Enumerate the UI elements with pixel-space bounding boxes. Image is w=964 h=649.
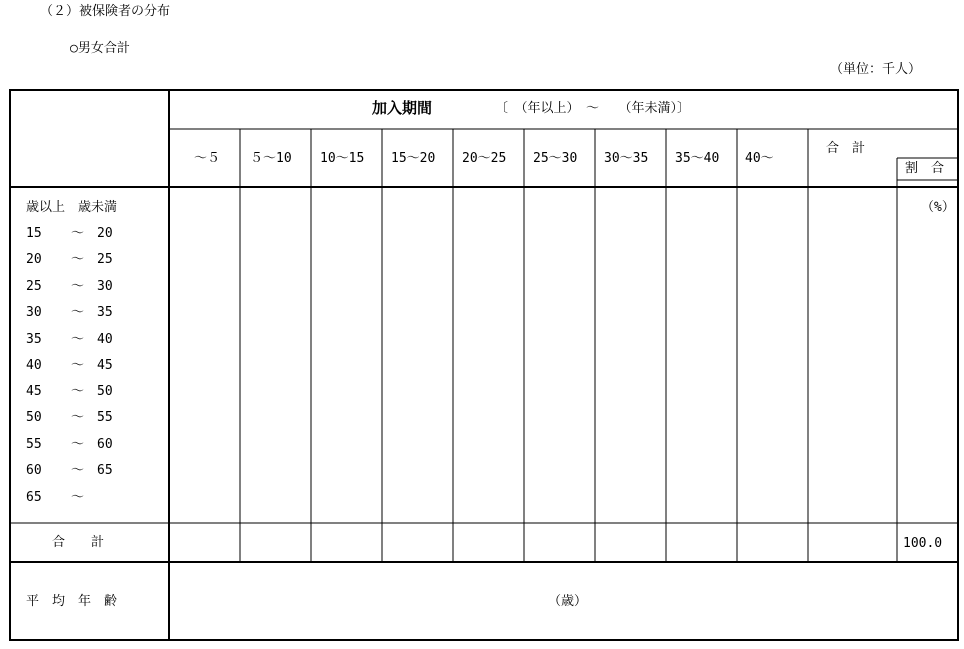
age-to: 30 [97, 279, 113, 294]
age-to: 40 [97, 332, 113, 347]
age-from: 45 [26, 384, 42, 399]
age-from: 25 [26, 279, 42, 294]
period-col-3: 10～15 [320, 151, 365, 166]
age-from: 20 [26, 252, 42, 267]
age-tilde: ～ [71, 305, 85, 320]
page-heading: （２）被保険者の分布 [40, 4, 171, 19]
age-tilde: ～ [71, 332, 85, 347]
age-from: 40 [26, 358, 42, 373]
age-tilde: ～ [71, 384, 85, 399]
age-to: 20 [97, 226, 113, 241]
period-col-2: ５～10 [250, 151, 292, 166]
age-tilde: ～ [71, 437, 85, 452]
age-from: 55 [26, 437, 42, 452]
period-col-6: 25～30 [533, 151, 578, 166]
period-col-5: 20～25 [462, 151, 507, 166]
avg-age-label: 平 均 年 齢 [26, 594, 118, 609]
percent-unit: （%） [921, 200, 955, 215]
age-to: 50 [97, 384, 113, 399]
age-to: 35 [97, 305, 113, 320]
period-range: 〔 （年以上） ～ （年未満）〕 [495, 101, 691, 116]
sum-row-label: 合 計 [52, 535, 105, 550]
subheading: ○男女合計 [70, 41, 130, 56]
age-tilde: ～ [71, 279, 85, 294]
unit-note: （単位：千人） [830, 62, 922, 77]
period-col-9: 40～ [745, 151, 774, 166]
age-to: 60 [97, 437, 113, 452]
age-header: 歳以上 歳未満 [26, 200, 118, 215]
age-from: 35 [26, 332, 42, 347]
age-to: 65 [97, 463, 113, 478]
period-col-4: 15～20 [391, 151, 436, 166]
age-tilde: ～ [71, 358, 85, 373]
period-col-1: ～５ [194, 151, 221, 166]
age-tilde: ～ [71, 252, 85, 267]
age-from: 30 [26, 305, 42, 320]
sum-ratio-value: 100.0 [903, 536, 943, 551]
ratio-column-header: 割 合 [905, 161, 945, 176]
age-tilde: ～ [71, 226, 85, 241]
period-col-8: 35～40 [675, 151, 720, 166]
age-from: 65 [26, 490, 42, 505]
period-col-7: 30～35 [604, 151, 649, 166]
age-from: 60 [26, 463, 42, 478]
age-to: 45 [97, 358, 113, 373]
period-title: 加入期間 [372, 99, 433, 117]
age-tilde: ～ [71, 490, 85, 505]
age-tilde: ～ [71, 410, 85, 425]
age-from: 15 [26, 226, 42, 241]
age-tilde: ～ [71, 463, 85, 478]
avg-age-unit: （歳） [548, 594, 588, 609]
age-to: 55 [97, 410, 113, 425]
age-from: 50 [26, 410, 42, 425]
total-column-header: 合 計 [826, 141, 866, 156]
age-to: 25 [97, 252, 113, 267]
